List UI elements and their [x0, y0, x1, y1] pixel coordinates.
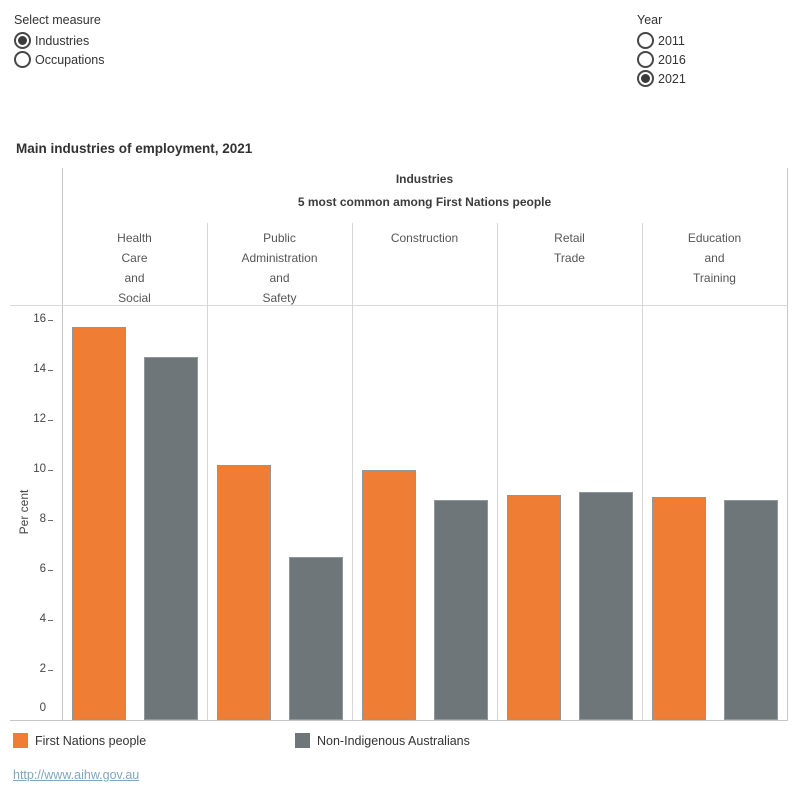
bar-first-nations-people-education-and-training[interactable] [652, 497, 706, 720]
y-tick-label-2: 2 [39, 663, 46, 675]
y-tick-label-10: 10 [33, 463, 46, 475]
columns-subheader: 5 most common among First Nations people [297, 195, 552, 209]
year-option-label: 2016 [658, 52, 686, 67]
measure-option-label: Occupations [35, 52, 105, 67]
radio-unselected-icon[interactable] [637, 32, 654, 49]
y-tick-mark [48, 670, 53, 671]
measure-option-industries[interactable] [14, 31, 104, 50]
bar-first-nations-people-health-care-and-social[interactable] [72, 327, 126, 720]
year-option-2016[interactable] [637, 50, 686, 69]
year-option-2011[interactable] [637, 31, 686, 50]
year-option-label: 2011 [658, 33, 685, 48]
year-option-2021[interactable] [637, 69, 686, 88]
y-tick-mark [48, 320, 53, 321]
legend-label: First Nations people [35, 733, 147, 748]
radio-selected-icon[interactable] [14, 32, 31, 49]
measure-options [14, 31, 104, 69]
column-header-construction: Construction [390, 231, 459, 245]
measure-group-label: Select measure [14, 13, 101, 27]
columns-header: Industries [395, 172, 454, 186]
y-tick-label-14: 14 [33, 363, 46, 375]
measure-option-occupations[interactable] [14, 50, 104, 69]
bar-first-nations-people-public-administration-and-safety[interactable] [217, 465, 271, 720]
bar-non-indigenous-australians-public-administration-and-safety[interactable] [289, 557, 343, 720]
y-tick-label-6: 6 [39, 563, 46, 575]
y-axis-title: Per cent [17, 489, 31, 535]
y-tick-label-0: 0 [39, 702, 46, 714]
year-options [637, 31, 686, 88]
y-tick-mark [48, 370, 53, 371]
y-tick-mark [48, 570, 53, 571]
y-tick-label-4: 4 [39, 613, 46, 625]
legend-swatch-first-nations-people [13, 733, 28, 748]
legend-item-non-indigenous-australians[interactable] [295, 733, 470, 748]
y-tick-mark [48, 620, 53, 621]
column-header-health-care-and-social: Health Care and Social [117, 231, 152, 305]
measure-radio-group [14, 13, 104, 69]
chart-title: Main industries of employment, 2021 [16, 141, 253, 156]
year-group-label: Year [637, 13, 663, 27]
legend-item-first-nations-people[interactable] [13, 733, 146, 748]
measure-option-label: Industries [35, 33, 90, 48]
bar-non-indigenous-australians-construction[interactable] [434, 500, 488, 720]
radio-unselected-icon[interactable] [637, 51, 654, 68]
y-tick-mark [48, 470, 53, 471]
column-header-education-and-training: Education and Training [687, 231, 742, 285]
y-tick-mark [48, 420, 53, 421]
y-tick-label-12: 12 [33, 413, 46, 425]
bar-non-indigenous-australians-health-care-and-social[interactable] [144, 357, 198, 720]
y-tick-label-16: 16 [33, 313, 46, 325]
y-tick-label-8: 8 [39, 513, 46, 525]
bar-non-indigenous-australians-retail-trade[interactable] [579, 492, 633, 720]
radio-unselected-icon[interactable] [14, 51, 31, 68]
bar-non-indigenous-australians-education-and-training[interactable] [724, 500, 778, 720]
legend-label: Non-Indigenous Australians [317, 733, 470, 748]
x-axis-line [10, 720, 788, 721]
chart-right-border [787, 168, 788, 720]
column-header-public-administration-and-safety: Public Administration and Safety [241, 231, 318, 305]
plot-area [62, 305, 787, 720]
year-radio-group [637, 13, 686, 88]
bar-first-nations-people-retail-trade[interactable] [507, 495, 561, 720]
year-option-label: 2021 [658, 71, 686, 86]
y-tick-mark [48, 520, 53, 521]
column-header-retail-trade: Retail Trade [554, 231, 585, 265]
bar-first-nations-people-construction[interactable] [362, 470, 416, 720]
radio-selected-icon[interactable] [637, 70, 654, 87]
source-link[interactable]: http://www.aihw.gov.au [13, 768, 140, 782]
legend-swatch-non-indigenous-australians [295, 733, 310, 748]
